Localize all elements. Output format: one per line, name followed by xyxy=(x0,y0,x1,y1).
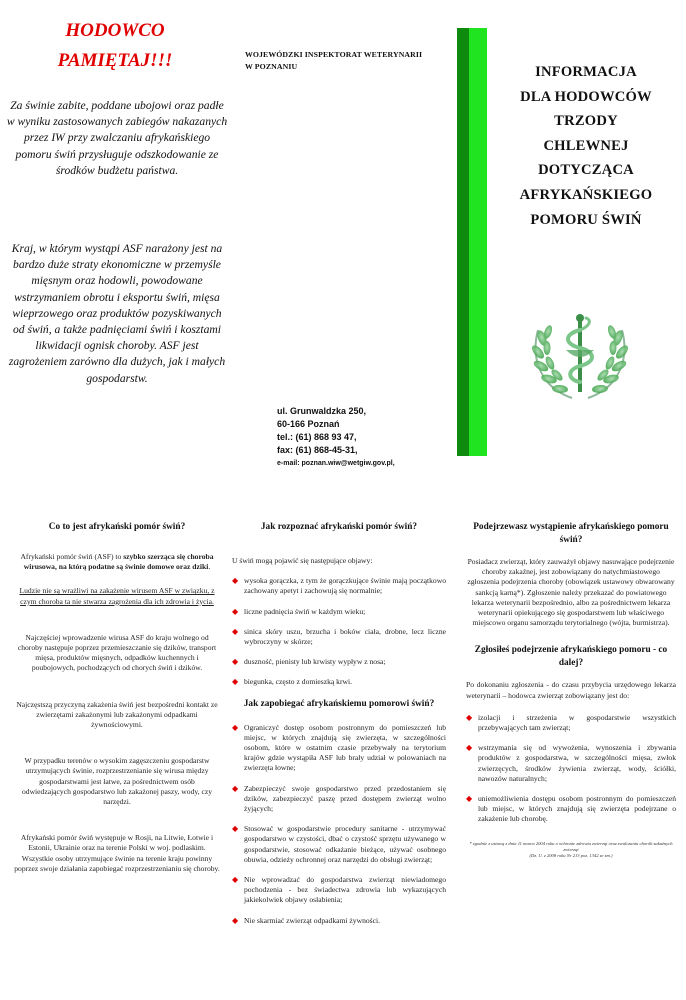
email-address[interactable]: poznan.wiw@wetgiw.gov.pl, xyxy=(301,460,395,467)
section-heading-what-is-asf: Co to jest afrykański pomór świń? xyxy=(48,522,186,532)
column-what-is-asf xyxy=(14,521,220,874)
contact-address xyxy=(277,405,467,470)
leaflet-title: INFORMACJA DLA HODOWCÓW TRZODY CHLEWNEJ DOTYCZĄCA AFRYKAŃSKIEGO POMORU ŚWIŃ xyxy=(519,64,653,228)
inspectorate-name: WOJEWÓDZKI INSPEKTORAT WETERYNARII W POZNANIU xyxy=(245,50,423,71)
veterinary-logo-icon xyxy=(520,290,640,405)
email-line xyxy=(277,457,467,470)
list-item: ◆ Zabezpieczyć swoje gospodarstwo przed przedostaniem się dzików, zabezpieczyć paszę przed dostępem zwierząt wolno żyjących; xyxy=(232,784,446,815)
list-item: ◆ izolacji i strzeżenia w gospodarstwie wszystkich przebywających tam zwierząt; xyxy=(466,713,676,733)
section-heading-prevent: Jak zapobiegać afrykańskiemu pomorowi świń? xyxy=(243,698,435,709)
legal-footnote: * zgodnie z ustawą z dnia 11 marca 2004 roku o ochronie zdrowia zwierząt oraz zwalczaniu chorób zakaźnych zwierząt (Dz. U. z 2008 roku Nr 213 poz. 1342 ze zm.) xyxy=(469,840,673,859)
compensation-paragraph: Za świnie zabite, poddane ubojowi oraz padłe w wyniku zastosowanych zabiegów nakazanych przez IW przy zwalczaniu afrykańskiego pomoru świń przysługuje odszkodowanie ze środków budżetu państwa. xyxy=(6,99,228,177)
column-recognize-prevent xyxy=(232,521,446,936)
list-item: ◆ Nie skarmiać zwierząt odpadkami żywności. xyxy=(232,916,446,926)
list-item: ◆ liczne padnięcia świń w każdym wieku; xyxy=(232,607,446,617)
phone-number: tel.: (61) 868 93 47, xyxy=(277,432,357,442)
infection-cause-paragraph: Najczęstszą przyczyną zakażenia świń jest bezpośredni kontakt ze zwierzętami zakażonymi lub zakażonymi odpadkami żywnościowymi. xyxy=(16,699,218,730)
list-item: ◆ biegunka, często z domieszką krwi. xyxy=(232,677,446,687)
column-suspicion-report xyxy=(466,521,676,860)
section-heading-recognize: Jak rozpoznać afrykański pomór świń? xyxy=(260,522,418,532)
prevention-list xyxy=(232,723,446,926)
list-item: ◆ Nie wprowadzać do gospodarstwa zwierząt niewiadomego pochodzenia - bez świadectwa zdrowia lub wykazujących jakiekolwiek objawy osłabienia; xyxy=(232,875,446,906)
list-item: ◆ wysoka gorączka, z tym że gorączkujące świnie mają początkowo zachowany apetyt i zachowują się normalnie; xyxy=(232,576,446,596)
list-item: ◆ wstrzymania się od wywożenia, wynoszenia i zbywania produktów z gospodarstwa, w szczególności mięsa, zwłok zwierzęcych, środków żywienia zwierząt, wody, ściółki, nawozów naturalnych; xyxy=(466,743,676,784)
list-item: ◆ Ograniczyć dostęp osobom postronnym do pomieszczeń lub miejsc, w których znajdują się zwierzęta, w szczególności osobom, które w ostatnim czasie przebywały na terytorium krajów gdzie wystąpiła ASF lub brały udział w polowaniach na zwierzęta łowne; xyxy=(232,723,446,774)
economic-loss-paragraph: Kraj, w którym wystąpi ASF narażony jest na bardzo duże straty ekonomiczne w przemyśle mięsnym oraz hodowli, powodowane wstrzymaniem obrotu i eksportu świń, mięsa wieprzowego oraz produktów pozyskiwanych od świń, a także padnięciami świń i kosztami likwidacji ognisk choroby. ASF jest zagrożeniem zarówno dla dużych, jak i małych gospodarstw. xyxy=(8,242,226,385)
virus-spread-paragraph: Najczęściej wprowadzenie wirusa ASF do kraju wolnego od choroby następuje poprzez przemieszczanie się dzików, transport mięsa, produktów mięsnych, odpadków kuchennych i poubojowych, pochodzących od chorych świń i dzików. xyxy=(17,632,217,673)
asf-definition: Afrykański pomór świń (ASF) to szybko szerząca się choroba wirusowa, na którą podatne są świnie domowe oraz dziki. xyxy=(20,552,214,572)
reporting-obligation-paragraph: Posiadacz zwierząt, który zauważył objawy nasuwające podejrzenie choroby zakaźnej, jest zobowiązany do natychmiastowego zgłoszenia podejrzenia choroby (obowiązek ustawowy obwarowany sankcją karną*). Zgłoszenie należy przekazać do powiatowego lekarza weterynarii bezpośrednio, albo za pośrednictwem lekarza weterynarii opiekującego się gospodarstwem lub właściwego miejscowo organu samorządu terytorialnego (wójta, burmistrza). xyxy=(467,557,675,628)
fax-number: fax: (61) 868-45-31, xyxy=(277,445,358,455)
warning-heading-line1: HODOWCO xyxy=(65,20,165,41)
occurrence-paragraph: Afrykański pomór świń występuje w Rosji, na Litwie, Łotwie i Estonii, Ukrainie oraz na terenie Polski w woj. podlaskim. Wszystkie osoby utrzymujące świnie na terenie kraju powinny poprzez swoje działania zapobiegać rozprzestrzenianiu się choroby. xyxy=(14,833,220,873)
section-heading-next-steps: Zgłosiłeś podejrzenie afrykańskiego pomoru - co dalej? xyxy=(474,645,668,669)
address-city: 60-166 Poznań xyxy=(277,419,340,429)
address-street: ul. Grunwaldzka 250, xyxy=(277,406,367,416)
list-item: ◆ Stosować w gospodarstwie procedury sanitarne - utrzymywać gospodarstwo w czystości, dbać o czystość sprzętu używanego w gospodarstwie, stosować odkażanie bieżące, używać osobnego obuwia, odzieży ochronnej oraz narzędzi do obsługi zwierząt; xyxy=(232,824,446,865)
email-label: e-mail: xyxy=(277,460,300,467)
next-steps-intro: Po dokonaniu zgłoszenia - do czasu przybycia urzędowego lekarza weterynarii – hodowca zwierząt zobowiązany jest do: xyxy=(466,680,676,700)
list-item: ◆ uniemożliwienia dostępu osobom postronnym do pomieszczeń lub miejsc, w których znajdują się zwierzęta podejrzane o zakażenie lub chorobę. xyxy=(466,794,676,825)
list-item: ◆ duszność, pienisty lub krwisty wypływ z nosa; xyxy=(232,657,446,667)
duties-list xyxy=(466,713,676,825)
farm-density-paragraph: W przypadku terenów o wysokim zagęszczeniu gospodarstw utrzymujących świnie, rozprzestrzenianie się wirusa między gospodarstwami jest łatwe, za pośrednictwem osób odwiedzających gospodarstwo lub zakażonej paszy, wody, czy narzędzi. xyxy=(21,756,213,807)
list-item: ◆ sinica skóry uszu, brzucha i boków ciała, drobne, lecz liczne wybroczyny w skórze; xyxy=(232,627,446,647)
warning-heading-line2: PAMIĘTAJ!!! xyxy=(57,50,173,71)
symptoms-list xyxy=(232,576,446,687)
section-heading-suspicion: Podejrzewasz wystąpienie afrykańskiego pomoru świń? xyxy=(473,522,669,545)
green-bar-dark xyxy=(457,28,469,456)
symptoms-intro: U świń mogą pojawić się następujące objawy: xyxy=(232,556,373,565)
human-safety-note: Ludzie nie są wrażliwi na zakażenie wirusem ASF w związku, z czym choroba ta nie stwarza zagrożenia dla ich zdrowia i życia. xyxy=(19,586,215,606)
warning-heading xyxy=(0,16,230,76)
